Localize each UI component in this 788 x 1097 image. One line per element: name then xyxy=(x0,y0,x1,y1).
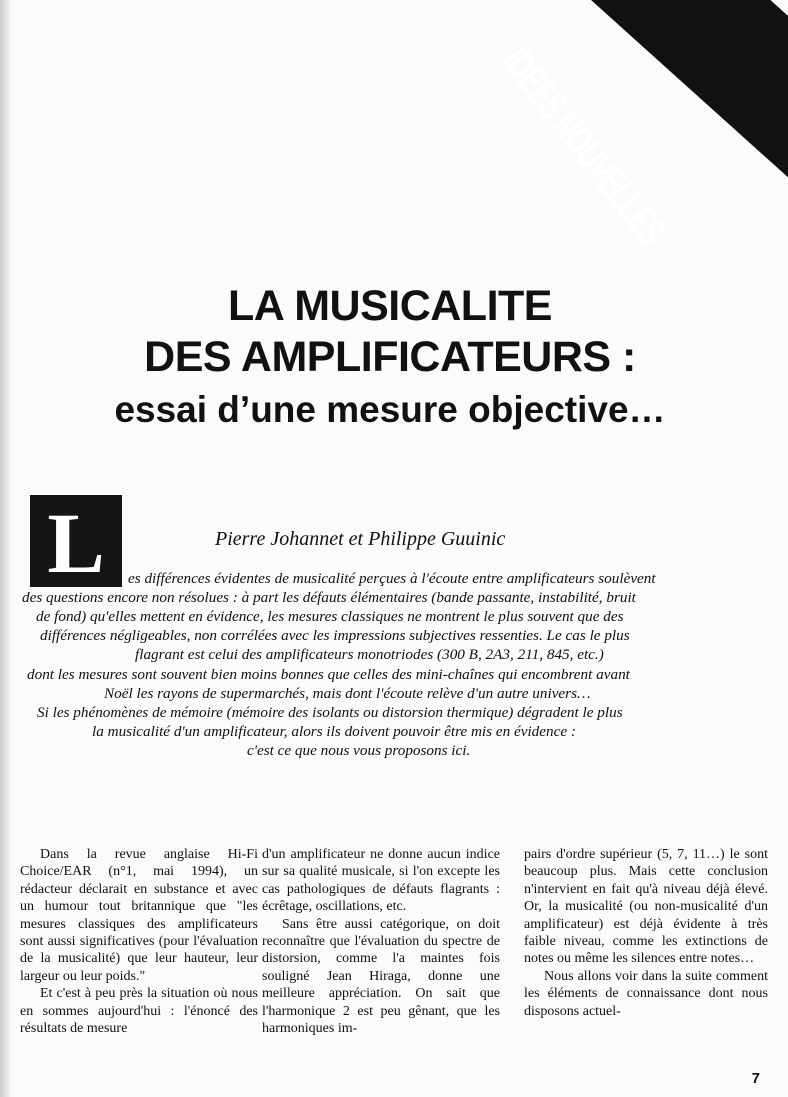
paragraph: d'un amplificateur ne donne aucun indice sur sa qualité musicale, si l'on excepte les cas pathologiques de défauts flagrants : écrêtage, oscillations, etc. xyxy=(262,847,500,915)
authors: Pierre Johannet et Philippe Guuinic xyxy=(215,528,506,550)
body-column-2 xyxy=(262,846,500,1037)
title-line-2: DES AMPLIFICATEURS : xyxy=(144,333,636,381)
body-column-1 xyxy=(20,846,258,1037)
paragraph: Dans la revue anglaise Hi-Fi Choice/EAR (n°1, mai 1994), un rédacteur déclarait en substance et avec un humour tout britannique que "les mesures classiques des amplificateurs sont aussi significatives (pour l'évaluation de la musicalité) que leur hauteur, leur largeur ou leur poids." xyxy=(20,847,258,984)
abstract-line: de fond) qu'elles mettent en évidence, les mesures classiques ne montrent le plus souvent que des xyxy=(36,608,624,625)
abstract-line: es différences évidentes de musicalité perçues à l'écoute entre amplificateurs soulèvent xyxy=(128,570,656,587)
abstract-line: la musicalité d'un amplificateur, alors ils doivent pouvoir être mis en évidence : xyxy=(92,723,576,740)
abstract-line: Si les phénomènes de mémoire (mémoire des isolants ou distorsion thermique) dégradent le plus xyxy=(37,704,623,721)
body-column-3 xyxy=(524,846,768,1020)
abstract-line: dont les mesures sont souvent bien moins bonnes que celles des mini-chaînes qui encombrent avant xyxy=(27,666,630,683)
title-subtitle: essai d’une mesure objective… xyxy=(114,389,666,430)
section-banner-label: IDEES NOUVELLES xyxy=(493,38,676,253)
abstract-line: c'est ce que nous vous proposons ici. xyxy=(247,742,471,759)
abstract-line: différences négligeables, non corrélées avec les impressions subjectives ressenties. Le cas le plus xyxy=(40,627,630,644)
abstract-line: Noël les rayons de supermarchés, mais dont l'écoute relève d'un autre univers… xyxy=(104,685,591,702)
abstract-line: des questions encore non résolues : à part les défauts élémentaires (bande passante, instabilité, bruit xyxy=(22,589,636,606)
paragraph: Sans être aussi catégorique, on doit reconnaître que l'évaluation du spectre de distorsion, comme l'a maintes fois souligné Jean Hiraga, donne une meilleure appréciation. On sait que l'harmonique 2 est peu gênant, que les harmoniques im- xyxy=(262,916,500,1037)
paragraph: Et c'est à peu près la situation où nous en sommes aujourd'hui : l'énoncé des résultats de mesure xyxy=(20,986,258,1037)
paragraph: Nous allons voir dans la suite comment les éléments de connaissance dont nous disposons actuel- xyxy=(524,968,768,1019)
abstract-line: flagrant est celui des amplificateurs monotriodes (300 B, 2A3, 211, 845, etc.) xyxy=(135,646,604,663)
drop-cap-letter: L xyxy=(47,495,105,591)
paragraph: pairs d'ordre supérieur (5, 7, 11…) le sont beaucoup plus. Mais cette conclusion n'intervient en fait qu'à niveau déjà élevé. Or, la musicalité (ou non-musicalité d'un amplificateur) est déjà évidente à très faible niveau, comme les extinctions de notes ou même les silences entre notes… xyxy=(524,847,768,967)
title-line-1: LA MUSICALITE xyxy=(228,282,552,330)
page-gutter-shadow xyxy=(0,0,10,1097)
page-number: 7 xyxy=(751,1070,760,1087)
drop-cap xyxy=(30,495,122,591)
